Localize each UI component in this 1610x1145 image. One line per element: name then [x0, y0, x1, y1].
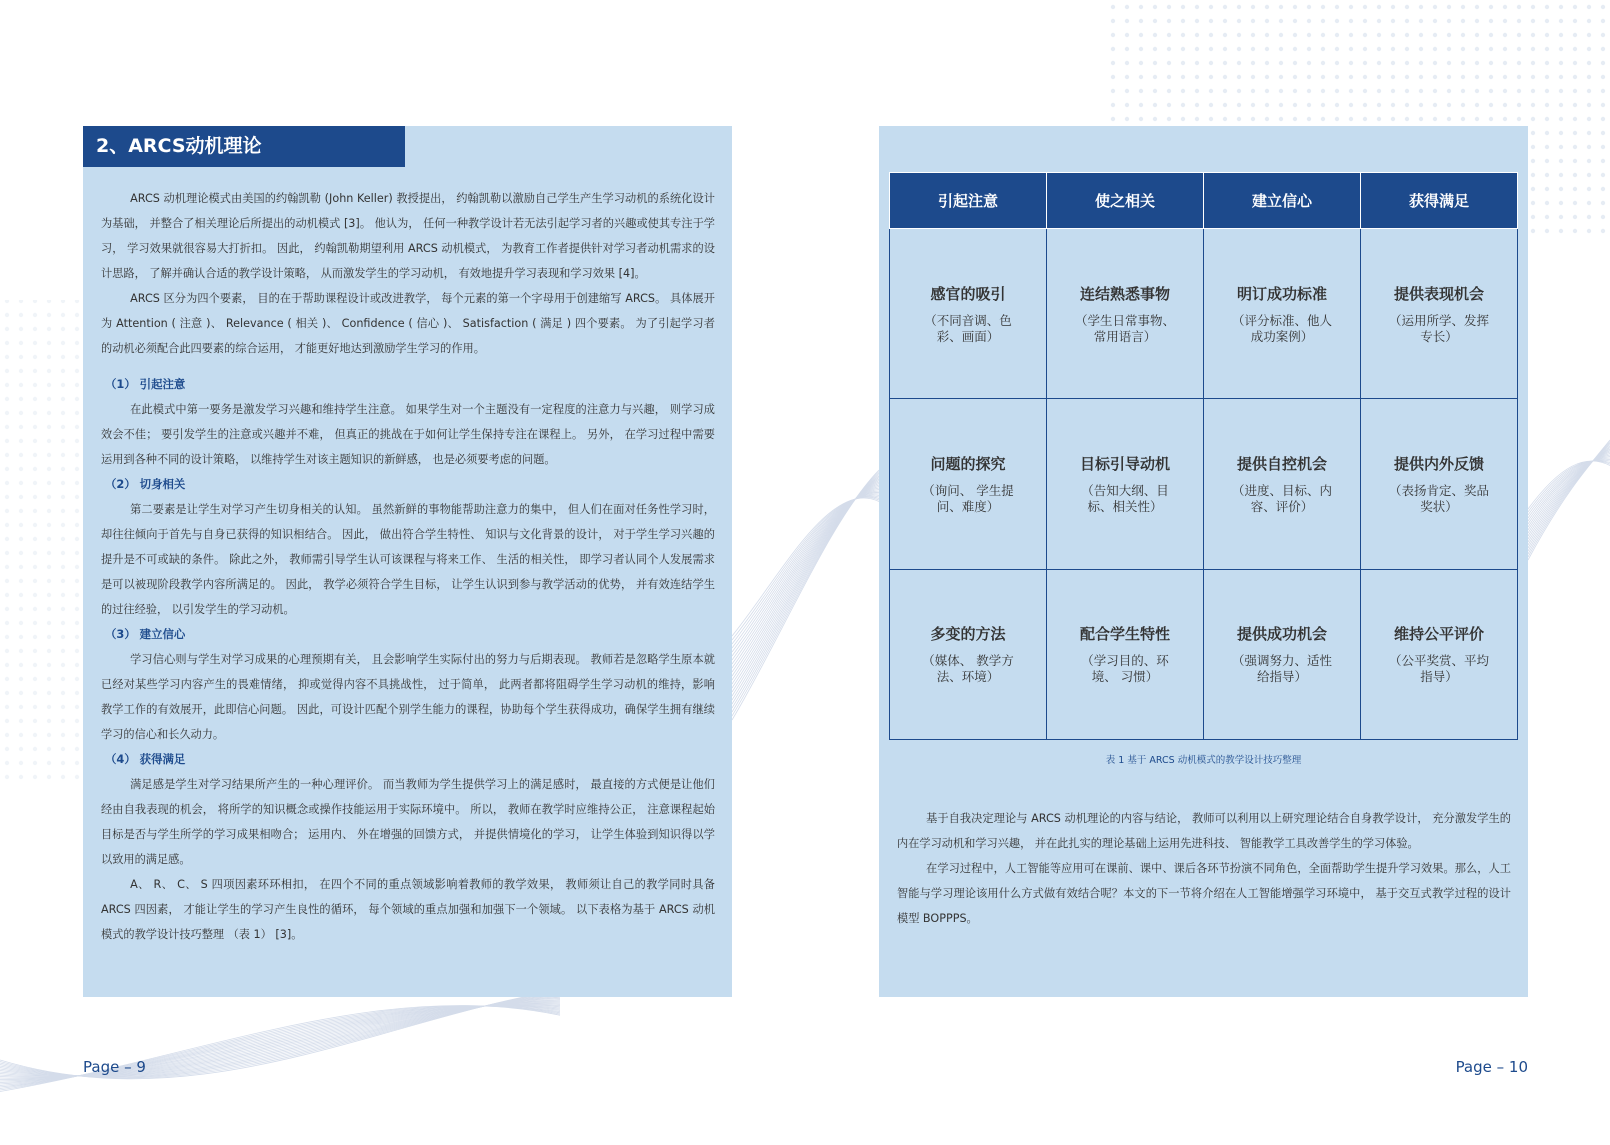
table-cell	[1204, 399, 1361, 569]
page-number-left: Page – 9	[83, 1058, 146, 1076]
table-cell	[890, 229, 1047, 399]
table-cell	[1361, 569, 1518, 739]
table-cell	[1047, 569, 1204, 739]
cell-subtitle: （媒体、 教学方法、环境）	[922, 653, 1014, 685]
cell-subtitle: （询问、 学生提问、难度）	[922, 482, 1014, 514]
cell-title: 明订成功标准	[1236, 284, 1327, 303]
table-cell	[1047, 229, 1204, 399]
table-cell	[1361, 399, 1518, 569]
paragraph-relevance: 第二要素是让学生对学习产生切身相关的认知。 虽然新鲜的事物能帮助注意力的集中， 但人们在面对任务性学习时， 却往往倾向于首先与自身已获得的知识相结合。 因此， 做出符合学生特性、 知识与文化背景的设计， 对于学生学习兴趣的提升是不可或缺的条件。 除此之外， 教师需引导学生认可该课程与将来工作、 生活的相关性， 即学习者认同个人发展需求是可以被现阶段教学内容所满足的。 因此， 教学必须符合学生目标， 让学生认识到参与教学活动的优势， 并有效连结学生的过往经验， 以引发学生的学习动机。	[101, 503, 715, 616]
wave-line	[1528, 451, 1610, 540]
cell-subtitle: （表扬肯定、奖品奖状）	[1388, 482, 1489, 514]
cell-subtitle: （公平奖赏、平均指导）	[1388, 653, 1489, 685]
cell-subtitle: （进度、目标、内容、评价）	[1231, 482, 1332, 514]
wave-lines-middle	[732, 470, 879, 720]
wave-line	[732, 482, 879, 688]
right-body-text	[897, 806, 1511, 931]
cell-title: 维持公平评价	[1393, 625, 1484, 644]
subheading-confidence: （3） 建立信心	[105, 627, 186, 641]
wave-line	[732, 473, 879, 712]
dot-pattern-left	[0, 300, 83, 780]
subheading-relevance: （2） 切身相关	[105, 477, 186, 491]
subheading-attention: （1） 引起注意	[105, 377, 186, 391]
cell-title: 感官的吸引	[930, 284, 1006, 303]
intro-paragraph-1: ARCS 动机理论模式由美国的约翰凯勒 (John Keller) 教授提出， 约翰凯勒以激励自己学生产生学习动机的系统化设计为基础， 并整合了相关理论后所提出的动机模式 [3]。 他认为， 任何一种教学设计若无法引起学习者的兴趣或使其专注于学习， 学习效果就很容易大打折扣。 因此， 约翰凯勒期望利用 ARCS 动机模式， 为教育工作者提供针对学习者动机需求的设计思路， 了解并确认合适的教学设计策略， 从而激发学生的学习动机， 有效地提升学习表现和学习效果 [4]。	[101, 192, 715, 280]
table-cell	[890, 569, 1047, 739]
table-header-cell: 建立信心	[1204, 173, 1361, 229]
page-number-right: Page – 10	[1455, 1058, 1528, 1076]
subheading-satisfaction: （4） 获得满足	[105, 752, 186, 766]
right-paragraph-1: 基于自我决定理论与 ARCS 动机理论的内容与结论， 教师可以利用以上研究理论结合自身教学设计， 充分激发学生的内在学习动机和学习兴趣， 并在此扎实的理论基础上运用先进科技、 智能教学工具改善学生的学习体验。	[897, 812, 1511, 850]
wave-lines-right	[1528, 440, 1610, 560]
cell-subtitle: （评分标准、他人成功案例）	[1231, 312, 1332, 344]
wave-line	[732, 498, 879, 636]
section-heading: 2、ARCS动机理论	[83, 126, 405, 167]
cell-title: 配合学生特性	[1079, 625, 1170, 644]
table-header-cell: 获得满足	[1361, 173, 1518, 229]
cell-subtitle: （强调努力、适性给指导）	[1231, 653, 1332, 685]
table-cell	[1204, 229, 1361, 399]
table-header-cell: 引起注意	[890, 173, 1047, 229]
table-header-row	[890, 173, 1518, 229]
table-caption: 表 1 基于 ARCS 动机模式的教学设计技巧整理	[1105, 755, 1302, 766]
table-cell	[1361, 229, 1518, 399]
right-page-panel	[879, 126, 1528, 997]
table-row	[890, 569, 1518, 739]
wave-line	[732, 488, 879, 672]
paragraph-attention: 在此模式中第一要务是激发学习兴趣和维持学生注意。 如果学生对一个主题没有一定程度的注意力与兴趣， 则学习成效会不佳； 要引发学生的注意或兴趣并不难， 但真正的挑战在于如何让学生保持专注在课程上。 另外， 在学习过程中需要运用到各种不同的设计策略， 以维持学生对该主题知识的新鲜感， 也是必须要考虑的问题。	[101, 403, 715, 466]
cell-subtitle: （学习目的、环境、 习惯）	[1081, 653, 1169, 685]
cell-title: 连结熟悉事物	[1079, 284, 1170, 303]
paragraph-confidence: 学习信心则与学生对学习成果的心理预期有关， 且会影响学生实际付出的努力与后期表现。 教师若是忽略学生原本就已经对某些学习内容产生的畏难情绪， 抑或觉得内容不具挑战性， 过于简单， 此两者都将阻碍学生学习动机的维持，影响教学工作的有效展开，此即信心问题。 因此，可设计匹配个别学生能力的课程，协助每个学生获得成功，确保学生拥有继续学习的信心和长久动力。	[101, 653, 715, 741]
table-cell	[890, 399, 1047, 569]
table-cell	[1047, 399, 1204, 569]
paragraph-satisfaction: 满足感是学生对学习结果所产生的一种心理评价。 而当教师为学生提供学习上的满足感时， 最直接的方式便是让他们经由自我表现的机会， 将所学的知识概念或操作技能运用于实际环境中。 所以， 教师在教学时应维持公正， 注意课程起始目标是否与学生所学的学习成果相吻合； 运用内、 外在增强的回馈方式， 并提供情境化的学习， 让学生体验到知识得以学以致用的满足感。	[101, 778, 715, 866]
cell-title: 目标引导动机	[1079, 454, 1170, 473]
table-cell	[1204, 569, 1361, 739]
cell-title: 提供表现机会	[1393, 284, 1484, 303]
cell-title: 提供成功机会	[1236, 625, 1327, 644]
cell-subtitle: （不同音调、色彩、画面）	[924, 312, 1012, 344]
wave-line	[732, 472, 879, 717]
wave-lines-left	[0, 990, 560, 1092]
left-page-panel	[83, 126, 732, 997]
intro-paragraph-2: ARCS 区分为四个要素， 目的在于帮助课程设计或改进教学， 每个元素的第一个字母用于创建缩写 ARCS。 具体展开为 Attention ( 注意 )、 Relevance ( 相关 )、 Confidence ( 信心 )、 Satisfaction ( 满足 ) 四个要素。 为了引起学习者的动机必须配合此四要素的综合运用， 才能更好地达到激励学生学习的作用。	[101, 292, 715, 355]
cell-title: 问题的探究	[930, 454, 1006, 473]
closing-paragraph: A、 R、 C、 S 四项因素环环相扣， 在四个不同的重点领域影响着教师的教学效果， 教师须让自己的教学同时具备 ARCS 四因素， 才能让学生的学习产生良性的循环， 每个领域的重点加强和加强下一个领域。 以下表格为基于 ARCS 动机模式的教学设计技巧整理 （表 1） [3]。	[101, 878, 715, 941]
cell-subtitle: （学生日常事物、常用语言）	[1074, 312, 1175, 344]
arcs-table	[889, 172, 1518, 740]
cell-subtitle: （告知大纲、目标、相关性）	[1081, 482, 1169, 514]
cell-title: 提供自控机会	[1236, 454, 1327, 473]
right-paragraph-2: 在学习过程中，人工智能等应用可在课前、课中、课后各环节扮演不同角色，全面帮助学生提升学习效果。那么，人工智能与学习理论该用什么方式做有效结合呢？本文的下一节将介绍在人工智能增强学习环境中， 基于交互式教学过程的设计模型 BOPPPS。	[897, 862, 1511, 925]
left-body-text	[101, 186, 715, 947]
cell-title: 提供内外反馈	[1393, 454, 1484, 473]
table-header-cell: 使之相关	[1047, 173, 1204, 229]
table-row	[890, 229, 1518, 399]
cell-subtitle: （运用所学、发挥专长）	[1388, 312, 1489, 344]
cell-title: 多变的方法	[930, 625, 1006, 644]
table-row	[890, 399, 1518, 569]
wave-line	[732, 470, 879, 720]
